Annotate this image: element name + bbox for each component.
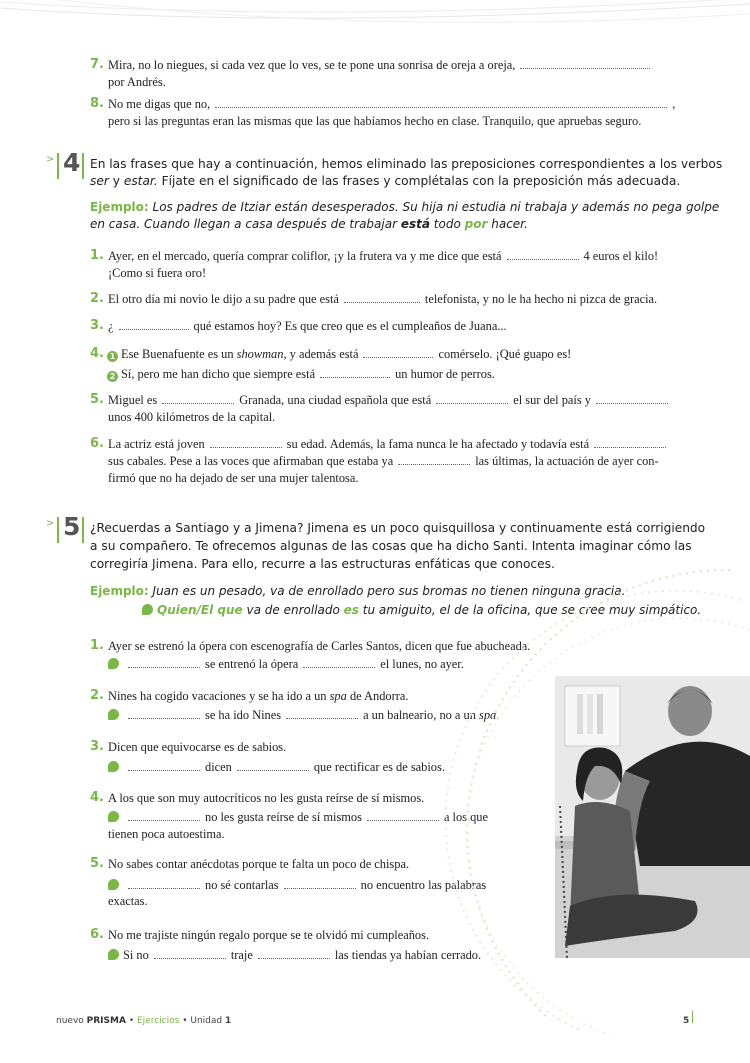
example-line: en casa. Cuando llegan a casa después de trabajar está todo por hacer. bbox=[90, 217, 528, 231]
blank-field[interactable] bbox=[594, 437, 666, 448]
instruction-line: En las frases que hay a continuación, hemos eliminado las preposiciones correspondientes a los verbos bbox=[90, 157, 723, 171]
s4-item-5: Miguel es Granada, una ciudad española que está el sur del país y bbox=[108, 391, 673, 409]
s5-item-6-q: No me trajiste ningún regalo porque se te olvidó mi cumpleaños. bbox=[108, 928, 430, 942]
s4-item-6-cont2: firmó que no ha dejado de ser una mujer talentosa. bbox=[108, 471, 359, 485]
s4-item-6-cont: sus cabales. Pese a las voces que afirmaban que estaba ya las últimas, la actuación de ayer con- bbox=[108, 454, 659, 468]
section-marker: > bbox=[46, 518, 55, 529]
blank-field[interactable] bbox=[210, 437, 282, 448]
item-number: 2. bbox=[90, 291, 104, 306]
example-line: Ejemplo: Los padres de Itziar están desesperados. Su hija ni estudia ni trabaja y además no pega golpe bbox=[90, 200, 720, 214]
item-number: 4. bbox=[90, 790, 104, 805]
item-number: 7. bbox=[90, 57, 104, 72]
instruction-line: ¿Recuerdas a Santiago y a Jimena? Jimena es un poco quisquillosa y continuamente está corrigiendo bbox=[90, 521, 706, 535]
s4-item-6: La actriz está joven su edad. Además, la fama nunca le ha afectado y todavía está bbox=[108, 435, 671, 453]
s5-item-6-a: Si no traje las tiendas ya habían cerrado. bbox=[108, 946, 481, 964]
blank-field[interactable] bbox=[367, 810, 439, 821]
blank-field[interactable] bbox=[286, 708, 358, 719]
item-number: 5. bbox=[90, 392, 104, 407]
section-number: 4 bbox=[63, 148, 81, 177]
section-bar bbox=[82, 517, 84, 543]
speech-bubble-icon bbox=[108, 949, 119, 960]
blank-field[interactable] bbox=[119, 319, 189, 330]
instruction-line: a su compañero. Te ofrecemos algunas de las cosas que ha dicho Santi. Intenta imaginar cómo las bbox=[90, 539, 692, 553]
s5-item-5-a: no sé contarlas no encuentro las palabras bbox=[108, 876, 486, 894]
s4-item-4a: 1 Ese Buenafuente es un showman, y además está comérselo. ¡Qué guapo es! bbox=[107, 345, 571, 363]
s4-item-2: El otro día mi novio le dijo a su padre que está telefonista, y no le ha hecho ni pizca de gracia. bbox=[108, 292, 658, 306]
speech-bubble-icon bbox=[108, 811, 119, 822]
blank-field[interactable] bbox=[128, 878, 200, 889]
s5-item-5-cont: exactas. bbox=[108, 894, 148, 908]
blank-field[interactable] bbox=[128, 810, 200, 821]
s5-item-3-q: Dicen que equivocarse es de sabios. bbox=[108, 740, 287, 754]
photo-couple bbox=[555, 676, 750, 958]
item-number: 1. bbox=[90, 248, 104, 263]
speech-bubble-icon bbox=[108, 761, 119, 772]
section-bar bbox=[82, 153, 84, 179]
blank-field[interactable] bbox=[237, 760, 309, 771]
item-number: 1. bbox=[90, 638, 104, 653]
blank-field[interactable] bbox=[154, 948, 226, 959]
item-7-line2: por Andrés. bbox=[108, 75, 166, 89]
blank-field[interactable] bbox=[128, 708, 200, 719]
blank-field[interactable] bbox=[128, 657, 200, 668]
speech-bubble-icon bbox=[108, 658, 119, 669]
item-number: 5. bbox=[90, 856, 104, 871]
s4-item-3: ¿ qué estamos hoy? Es que creo que es el cumpleaños de Juana... bbox=[108, 319, 507, 333]
blank-field[interactable] bbox=[363, 347, 433, 358]
item-number: 3. bbox=[90, 739, 104, 754]
speech-bubble-icon bbox=[108, 879, 119, 890]
s5-item-4-a: no les gusta reírse de sí mismos a los que bbox=[108, 808, 488, 826]
s4-item-1: Ayer, en el mercado, quería comprar coliflor, ¡y la frutera va y me dice que está 4 euros el kilo! bbox=[108, 249, 659, 263]
s4-item-4b: 2 Sí, pero me han dicho que siempre está un humor de perros. bbox=[107, 365, 495, 383]
speech-bubble-icon bbox=[142, 604, 153, 615]
blank-field[interactable] bbox=[303, 657, 375, 668]
speech-bubble-icon bbox=[108, 709, 119, 720]
s5-item-3-a: dicen que rectificar es de sabios. bbox=[108, 758, 445, 776]
decorative-header-lines bbox=[0, 0, 750, 40]
blank-field[interactable] bbox=[320, 367, 390, 378]
item-number: 6. bbox=[90, 927, 104, 942]
item-number: 3. bbox=[90, 318, 104, 333]
item-number: 4. bbox=[90, 346, 104, 361]
s5-item-1-q: Ayer se estrenó la ópera con escenografía de Carles Santos, dicen que fue abucheada. bbox=[108, 639, 531, 653]
instruction-line: ser y estar. Fíjate en el significado de las frases y complétalas con la preposición más adecuada. bbox=[90, 174, 681, 188]
s5-item-4-q: A los que son muy autocríticos no les gusta reírse de sí mismos. bbox=[108, 791, 425, 805]
page-number: 5 bbox=[683, 1016, 690, 1026]
blank-field[interactable] bbox=[284, 878, 356, 889]
s5-item-1-a: se entrenó la ópera el lunes, no ayer. bbox=[108, 655, 464, 673]
blank-field[interactable] bbox=[436, 393, 508, 404]
section-number: 5 bbox=[63, 512, 81, 541]
section-bar bbox=[57, 517, 59, 543]
s5-item-2-q: Nines ha cogido vacaciones y se ha ido a un spa de Andorra. bbox=[108, 689, 409, 703]
blank-field[interactable] bbox=[215, 97, 667, 108]
s5-item-2-a: se ha ido Nines a un balneario, no a un spa. bbox=[108, 706, 499, 724]
blank-field[interactable] bbox=[162, 393, 234, 404]
instruction-line: corregiría Jimena. Para ello, recurre a las estructuras enfáticas que conoces. bbox=[90, 557, 555, 571]
page-number-bar bbox=[692, 1011, 693, 1023]
example-line: Quien/El que va de enrollado es tu amiguito, el de la oficina, que se cree muy simpático. bbox=[142, 601, 701, 619]
s4-item-1-cont: ¡Como si fuera oro! bbox=[108, 266, 207, 280]
blank-field[interactable] bbox=[258, 948, 330, 959]
blank-field[interactable] bbox=[520, 58, 650, 69]
item-8-line1: No me digas que no, , bbox=[108, 97, 676, 111]
s5-item-4-cont: tienen poca autoestima. bbox=[108, 827, 225, 841]
s4-item-5-cont: unos 400 kilómetros de la capital. bbox=[108, 410, 276, 424]
speaker-2-icon: 2 bbox=[107, 371, 118, 382]
blank-field[interactable] bbox=[507, 249, 579, 260]
item-8-line2: pero si las preguntas eran las mismas que las que habíamos hecho en clase. Tranquilo, que apruebas seguro. bbox=[108, 114, 642, 128]
footer-brand: nuevo PRISMA • Ejercicios • Unidad 1 bbox=[56, 1016, 232, 1026]
blank-field[interactable] bbox=[398, 454, 470, 465]
s5-item-5-q: No sabes contar anécdotas porque te falta un poco de chispa. bbox=[108, 857, 410, 871]
section-marker: > bbox=[46, 154, 55, 165]
blank-field[interactable] bbox=[128, 760, 200, 771]
example-line: Ejemplo: Juan es un pesado, va de enrollado pero sus bromas no tienen ninguna gracia. bbox=[90, 584, 626, 598]
item-7-line1: Mira, no lo niegues, si cada vez que lo ves, se te pone una sonrisa de oreja a oreja, bbox=[108, 56, 655, 74]
blank-field[interactable] bbox=[344, 292, 420, 303]
item-number: 2. bbox=[90, 688, 104, 703]
item-number: 6. bbox=[90, 436, 104, 451]
blank-field[interactable] bbox=[596, 393, 668, 404]
section-bar bbox=[57, 153, 59, 179]
item-number: 8. bbox=[90, 96, 104, 111]
speaker-1-icon: 1 bbox=[107, 351, 118, 362]
